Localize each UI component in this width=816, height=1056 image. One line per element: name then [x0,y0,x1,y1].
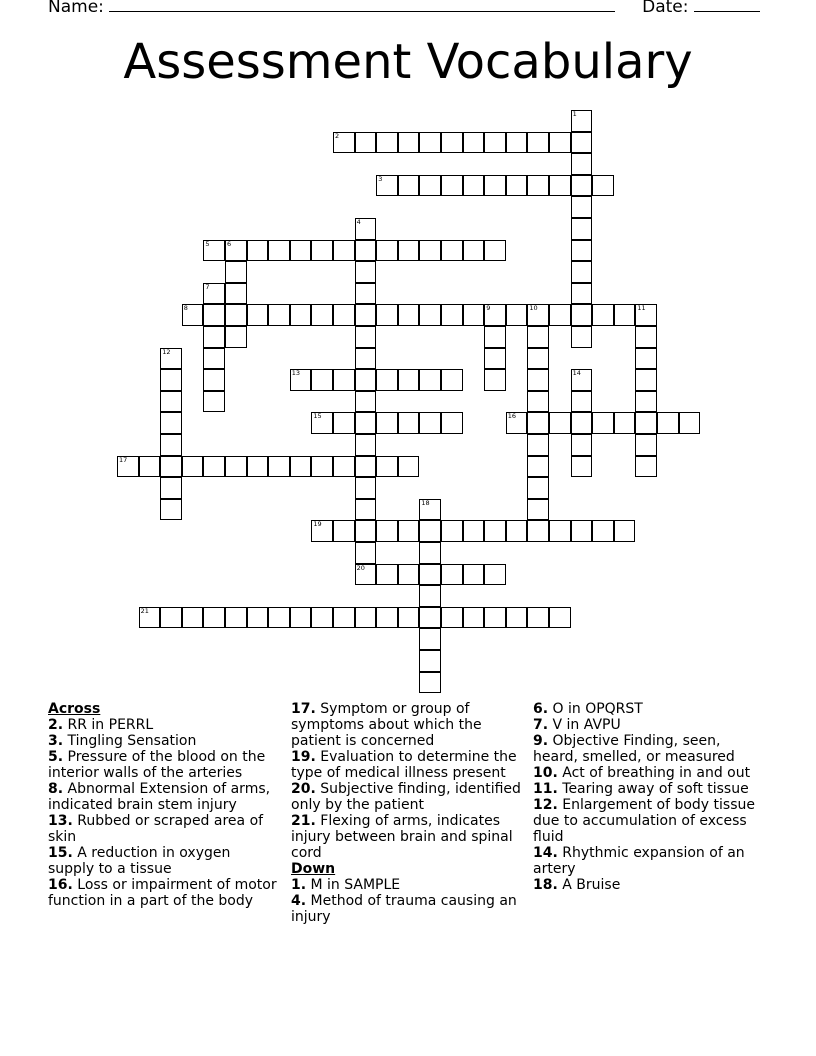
grid-cell[interactable] [441,240,463,262]
grid-cell[interactable] [657,412,679,434]
clue-text: Evaluation to determine the type of medical illness present [291,749,517,781]
down-heading: Down [291,861,336,877]
clue-down-12 [533,797,765,845]
grid-cell[interactable] [419,240,441,262]
clue-down-6 [533,701,765,717]
grid-cell[interactable] [333,369,355,391]
grid-cell[interactable] [441,607,463,629]
grid-cell[interactable] [527,175,549,197]
clue-text: RR in PERRL [67,717,154,733]
grid-cell[interactable] [311,520,333,542]
grid-cell[interactable] [311,240,333,262]
clue-text: V in AVPU [552,717,621,733]
grid-cell[interactable] [419,412,441,434]
clue-number: 11. [533,781,558,797]
grid-cell[interactable] [463,564,485,586]
grid-cell[interactable] [571,240,593,262]
grid-cell[interactable] [268,240,290,262]
grid-cell[interactable] [333,607,355,629]
grid-cell[interactable] [463,175,485,197]
grid-cell[interactable] [333,520,355,542]
grid-cell[interactable] [203,326,225,348]
grid-cell[interactable] [635,348,657,370]
grid-cell[interactable] [527,520,549,542]
clue-text: O in OPQRST [552,701,643,717]
cell-number: 4 [356,218,361,226]
grid-cell[interactable] [398,175,420,197]
grid-cell[interactable] [527,499,549,521]
page-title: Assessment Vocabulary [123,34,693,90]
clue-across-13 [48,813,280,845]
grid-cell[interactable] [290,369,312,391]
clue-number: 9. [533,733,549,749]
grid-cell[interactable] [463,520,485,542]
grid-cell[interactable] [355,542,377,564]
grid-cell[interactable] [398,564,420,586]
grid-cell[interactable] [225,456,247,478]
clue-number: 5. [48,749,64,765]
grid-cell[interactable] [527,607,549,629]
grid-cell[interactable] [376,412,398,434]
grid-cell[interactable] [355,218,377,240]
grid-cell[interactable] [527,477,549,499]
clue-number: 8. [48,781,64,797]
grid-cell[interactable] [203,348,225,370]
grid-cell[interactable] [419,564,441,586]
clue-text: A reduction in oxygen supply to a tissue [48,845,231,877]
grid-cell[interactable] [614,304,636,326]
grid-cell[interactable] [355,283,377,305]
clue-across-15 [48,845,280,877]
cell-number: 6 [227,239,232,248]
clue-text: Tearing away of soft tissue [562,781,749,797]
grid-cell[interactable] [376,607,398,629]
grid-cell[interactable] [419,672,441,694]
grid-cell[interactable] [571,391,593,413]
clue-number: 21. [291,813,316,829]
cell-number: 1 [572,110,577,118]
cell-number: 5 [205,239,210,248]
grid-cell[interactable] [247,456,269,478]
grid-cell[interactable] [441,304,463,326]
grid-cell[interactable] [117,456,139,478]
cell-number: 17 [119,455,128,464]
grid-cell[interactable] [635,434,657,456]
grid-cell[interactable] [527,369,549,391]
clue-number: 10. [533,765,558,781]
clues-column-2 [291,701,523,925]
grid-cell[interactable] [203,369,225,391]
across-heading: Across [48,701,101,717]
grid-cell[interactable] [635,412,657,434]
clue-down-1 [291,877,523,893]
grid-cell[interactable] [506,607,528,629]
clue-down-10 [533,765,765,781]
grid-cell[interactable] [419,175,441,197]
clue-text: Abnormal Extension of arms, indicated brain stem injury [48,781,271,813]
grid-cell[interactable] [571,132,593,154]
grid-cell[interactable] [311,456,333,478]
grid-cell[interactable] [592,304,614,326]
grid-cell[interactable] [484,564,506,586]
grid-cell[interactable] [571,369,593,391]
clue-text: A Bruise [562,877,621,893]
clue-text: Loss or impairment of motor function in a part of the body [48,877,277,909]
grid-cell[interactable] [311,304,333,326]
grid-cell[interactable] [484,607,506,629]
grid-cell[interactable] [355,348,377,370]
grid-cell[interactable] [160,391,182,413]
grid-cell[interactable] [527,132,549,154]
grid-cell[interactable] [160,477,182,499]
grid-cell[interactable] [225,607,247,629]
grid-cell[interactable] [419,520,441,542]
grid-cell[interactable] [441,132,463,154]
grid-cell[interactable] [398,132,420,154]
grid-cell[interactable] [268,456,290,478]
grid-cell[interactable] [203,456,225,478]
grid-cell[interactable] [182,607,204,629]
grid-cell[interactable] [463,607,485,629]
grid-cell[interactable] [139,456,161,478]
grid-cell[interactable] [635,326,657,348]
grid-cell[interactable] [419,304,441,326]
grid-cell[interactable] [419,628,441,650]
grid-cell[interactable] [398,304,420,326]
clue-number: 6. [533,701,549,717]
grid-cell[interactable] [311,412,333,434]
grid-cell[interactable] [527,412,549,434]
grid-cell[interactable] [441,175,463,197]
grid-cell[interactable] [635,391,657,413]
grid-cell[interactable] [635,456,657,478]
clue-text: Subjective finding, identified only by the patient [291,781,521,813]
cell-number: 8 [183,304,188,313]
grid-cell[interactable] [160,369,182,391]
grid-cell[interactable] [203,391,225,413]
clue-across-5 [48,749,280,781]
clue-down-11 [533,781,765,797]
grid-cell[interactable] [527,348,549,370]
clue-number: 4. [291,893,307,909]
grid-cell[interactable] [333,412,355,434]
clue-number: 17. [291,701,316,717]
clue-text: M in SAMPLE [310,877,401,893]
clue-number: 19. [291,749,316,765]
clue-number: 2. [48,717,64,733]
clue-text: Enlargement of body tissue due to accumulation of excess fluid [533,797,755,845]
grid-cell[interactable] [376,175,398,197]
grid-cell[interactable] [355,564,377,586]
grid-cell[interactable] [376,132,398,154]
grid-cell[interactable] [398,240,420,262]
grid-cell[interactable] [549,520,571,542]
cell-number: 18 [421,498,430,507]
grid-cell[interactable] [355,434,377,456]
grid-cell[interactable] [160,456,182,478]
grid-cell[interactable] [160,434,182,456]
grid-cell[interactable] [355,261,377,283]
grid-cell[interactable] [182,456,204,478]
cell-number: 13 [291,369,301,378]
grid-cell[interactable] [203,240,225,262]
clue-across-16 [48,877,280,909]
grid-cell[interactable] [441,369,463,391]
grid-cell[interactable] [355,499,377,521]
clue-text: Tingling Sensation [67,733,197,749]
clue-across-17 [291,701,523,749]
cell-number: 20 [356,563,365,572]
grid-cell[interactable] [549,607,571,629]
grid-cell[interactable] [571,456,593,478]
grid-cell[interactable] [290,456,312,478]
grid-cell[interactable] [355,326,377,348]
grid-cell[interactable] [441,412,463,434]
cell-number: 7 [205,282,210,291]
clue-across-8 [48,781,280,813]
clue-text: Act of breathing in and out [562,765,751,781]
grid-cell[interactable] [571,218,593,240]
clue-number: 16. [48,877,73,893]
grid-cell[interactable] [484,520,506,542]
grid-cell[interactable] [571,175,593,197]
clue-text: Pressure of the blood on the interior walls of the arteries [48,749,266,781]
clue-number: 14. [533,845,558,861]
clue-text: Rhythmic expansion of an artery [533,845,745,877]
clue-number: 15. [48,845,73,861]
grid-cell[interactable] [376,240,398,262]
grid-cell[interactable] [419,585,441,607]
grid-cell[interactable] [506,175,528,197]
grid-cell[interactable] [419,607,441,629]
cell-number: 14 [572,369,581,378]
grid-cell[interactable] [355,607,377,629]
cell-number: 21 [140,606,149,615]
grid-cell[interactable] [355,456,377,478]
grid-cell[interactable] [333,240,355,262]
grid-cell[interactable] [376,564,398,586]
grid-cell[interactable] [247,304,269,326]
grid-cell[interactable] [506,520,528,542]
clue-across-21 [291,813,523,861]
grid-cell[interactable] [571,283,593,305]
grid-cell[interactable] [333,132,355,154]
grid-cell[interactable] [484,304,506,326]
grid-cell[interactable] [225,240,247,262]
grid-cell[interactable] [398,369,420,391]
grid-cell[interactable] [549,132,571,154]
grid-cell[interactable] [160,348,182,370]
clue-across-2 [48,717,280,733]
clues-column-3 [533,701,765,893]
grid-cell[interactable] [398,607,420,629]
grid-cell[interactable] [571,326,593,348]
grid-cell[interactable] [592,175,614,197]
grid-cell[interactable] [247,607,269,629]
grid-cell[interactable] [203,607,225,629]
grid-cell[interactable] [419,369,441,391]
grid-cell[interactable] [506,412,528,434]
grid-cell[interactable] [549,304,571,326]
grid-cell[interactable] [592,412,614,434]
grid-cell[interactable] [419,542,441,564]
cell-number: 19 [313,520,322,529]
grid-cell[interactable] [571,196,593,218]
grid-cell[interactable] [355,412,377,434]
clue-across-19 [291,749,523,781]
grid-cell[interactable] [527,391,549,413]
grid-cell[interactable] [484,132,506,154]
grid-cell[interactable] [333,304,355,326]
grid-cell[interactable] [225,283,247,305]
clue-number: 18. [533,877,558,893]
grid-cell[interactable] [376,456,398,478]
grid-cell[interactable] [355,240,377,262]
grid-cell[interactable] [571,412,593,434]
grid-cell[interactable] [225,304,247,326]
grid-cell[interactable] [355,477,377,499]
grid-cell[interactable] [549,412,571,434]
clue-number: 13. [48,813,73,829]
clues-column-1 [48,701,280,909]
cell-number: 9 [486,304,491,313]
clue-down-4 [291,893,523,925]
cell-number: 16 [507,412,517,421]
grid-cell[interactable] [463,132,485,154]
grid-cell[interactable] [571,304,593,326]
grid-cell[interactable] [419,650,441,672]
cell-number: 2 [335,131,340,140]
grid-cell[interactable] [290,240,312,262]
cell-number: 3 [378,174,383,183]
grid-cell[interactable] [571,434,593,456]
grid-cell[interactable] [614,520,636,542]
grid-cell[interactable] [203,304,225,326]
grid-cell[interactable] [311,607,333,629]
grid-cell[interactable] [160,607,182,629]
grid-cell[interactable] [592,520,614,542]
grid-cell[interactable] [355,304,377,326]
grid-cell[interactable] [160,499,182,521]
clue-down-14 [533,845,765,877]
cell-number: 11 [637,304,646,313]
grid-cell[interactable] [139,607,161,629]
grid-cell[interactable] [355,132,377,154]
grid-cell[interactable] [225,326,247,348]
clue-text: Rubbed or scraped area of skin [48,813,264,845]
grid-cell[interactable] [268,304,290,326]
date-label: Date: [642,0,689,17]
grid-cell[interactable] [484,240,506,262]
grid-cell[interactable] [355,369,377,391]
grid-cell[interactable] [290,304,312,326]
clue-number: 3. [48,733,64,749]
clue-text: Symptom or group of symptoms about which the patient is concerned [291,701,482,749]
grid-cell[interactable] [679,412,701,434]
name-label: Name: [48,0,104,17]
clue-across-20 [291,781,523,813]
grid-cell[interactable] [527,304,549,326]
grid-cell[interactable] [376,369,398,391]
grid-cell[interactable] [549,175,571,197]
grid-cell[interactable] [484,326,506,348]
cell-number: 10 [529,304,538,313]
grid-cell[interactable] [311,369,333,391]
clue-text: Method of trauma causing an injury [291,893,517,925]
grid-cell[interactable] [484,175,506,197]
grid-cell[interactable] [182,304,204,326]
grid-cell[interactable] [484,369,506,391]
grid-cell[interactable] [441,520,463,542]
grid-cell[interactable] [571,520,593,542]
grid-cell[interactable] [441,564,463,586]
clue-number: 7. [533,717,549,733]
grid-cell[interactable] [355,520,377,542]
grid-cell[interactable] [614,412,636,434]
grid-cell[interactable] [203,283,225,305]
grid-cell[interactable] [571,261,593,283]
grid-cell[interactable] [527,456,549,478]
clue-down-18 [533,877,765,893]
grid-cell[interactable] [571,153,593,175]
grid-cell[interactable] [376,304,398,326]
grid-cell[interactable] [398,412,420,434]
grid-cell[interactable] [355,391,377,413]
clue-text: Flexing of arms, indicates injury between brain and spinal cord [291,813,513,861]
grid-cell[interactable] [419,499,441,521]
clue-number: 20. [291,781,316,797]
grid-cell[interactable] [398,456,420,478]
grid-cell[interactable] [398,520,420,542]
grid-cell[interactable] [527,434,549,456]
grid-cell[interactable] [527,326,549,348]
grid-cell[interactable] [247,240,269,262]
grid-cell[interactable] [268,607,290,629]
grid-cell[interactable] [484,348,506,370]
grid-cell[interactable] [225,261,247,283]
clue-text: Objective Finding, seen, heard, smelled, or measured [533,733,735,765]
grid-cell[interactable] [376,520,398,542]
grid-cell[interactable] [333,456,355,478]
clue-down-9 [533,733,765,765]
cell-number: 12 [162,347,171,356]
grid-cell[interactable] [463,304,485,326]
grid-cell[interactable] [571,110,593,132]
clue-across-3 [48,733,280,749]
grid-cell[interactable] [290,607,312,629]
grid-cell[interactable] [160,412,182,434]
clue-number: 1. [291,877,307,893]
clue-number: 12. [533,797,558,813]
grid-cell[interactable] [635,369,657,391]
grid-cell[interactable] [506,132,528,154]
grid-cell[interactable] [419,132,441,154]
cell-number: 15 [313,412,322,421]
grid-cell[interactable] [506,304,528,326]
grid-cell[interactable] [635,304,657,326]
clue-down-7 [533,717,765,733]
grid-cell[interactable] [463,240,485,262]
